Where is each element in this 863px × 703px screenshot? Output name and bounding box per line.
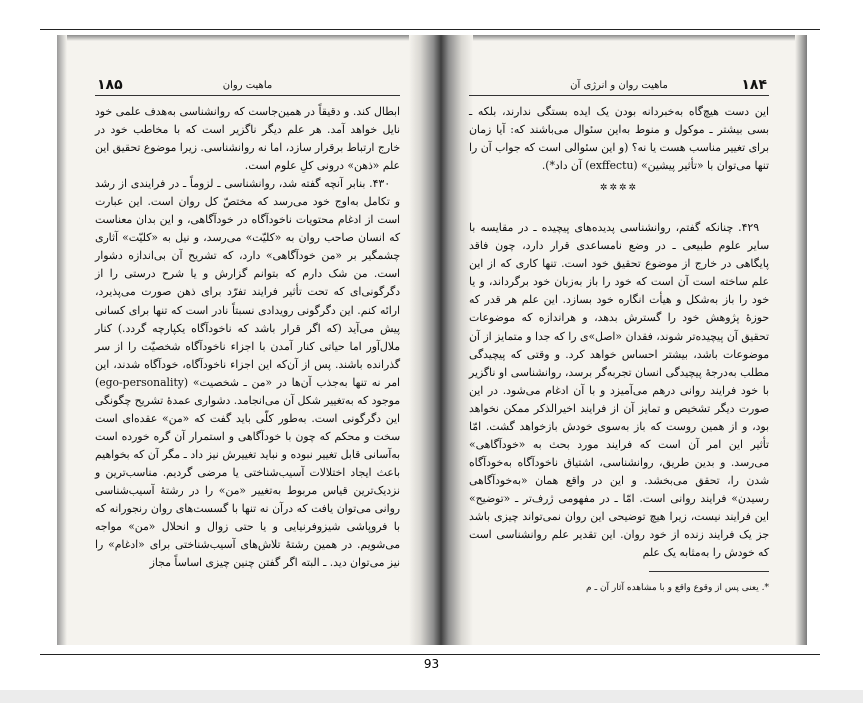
footnote-rule <box>649 571 769 572</box>
left-page <box>95 35 400 645</box>
book-gutter-shadow <box>409 35 473 645</box>
book-spread-scan <box>57 35 807 645</box>
left-paragraph-2: ۴۳۰. بنابر آنچه گفته شد، روانشناسی ـ لزوماً ـ در فرایندی از رشد و تکامل به‌اوج خود می‌رسد که مختصّ کل روان است. این عبارت است از ادغام محتویات ناخودآگاه در خودآگاهی، و این بدان معناست که انسان صاحب روان به «کلیّت» می‌رسد، و نیل به «کلیّت» آثاری چشمگیر بر «من خودآگاهی» دارد، که تشریح آن بی‌اندازه دشوار است. من شک دارم که بتوانم گزارش و یا شرح درستی را از دگرگونی‌ای که تحت تأثیر فرایند تفرّد برای ذهن صورت می‌پذیرد، ارائه کنم. این دگرگونی رویدادی نسبتاً نادر است که تنها برای کسانی پیش می‌آید (که اگر قرار باشد که ناخودآگاه یکپارچه گردد.) کنار ملال‌آور اما حیاتی کنار آمدن با اجزاء ناخودآگاه شخصیّت را از سر گذرانده باشند. پس از آن‌که این اجزاء ناخودآگاه، خودآگاه شدند، این امر نه تنها به‌جذب آن‌ها در «من ـ شخصیت» (ego-personality) موجود که به‌تغییر شکل آن می‌انجامد. دشواری عمدهٔ تشریح چگونگی این دگرگونی است. به‌طور کلّی باید گفت که «من» عقده‌ای است سخت و محکم که چون با خودآگاهی و استمرار آن گره خورده است به‌آسانی قابل تغییر نبوده و نباید تغییرش نیز داد ـ مگر آن که بخواهیم باعث ایجاد اختلالات آسیب‌شناختی یا مرضی گردیم. مناسب‌ترین و نزدیک‌ترین قیاس مربوط به‌تغییر «من» را در رشتهٔ آسیب‌شناسی روانی می‌توان یافت که درآن نه تنها با گسست‌های روان رنجورانه که با فروپاشی شیزوفرنیایی و یا حتی زوال و انحلال «من» مواجه می‌شویم. در همین رشتهٔ تلاش‌های آسیب‌شناختی برای «ادغام» را نیز می‌توان دید. ـ البته اگر گفتن چنین چیزی اساساً مجاز <box>95 177 400 570</box>
right-running-title: ماهیت روان و انرژی آن <box>570 80 668 91</box>
left-running-head <box>95 77 400 96</box>
bottom-rule <box>40 654 820 655</box>
document-page-number: 93 <box>423 657 440 671</box>
right-paragraph-main: ۴۲۹. چنانکه گفتم، روانشناسی پدیده‌های پیچیده ـ در مقایسه با سایر علوم طبیعی ـ در وضع نامساعدی قرار دارد، چون فاقد پایگاهی در خارج از موضوع تحقیق خود است. تنها کاری که از این علم ساخته است آن است که خود را باز به‌زبان خود برگرداند، و یا خود را باز به‌شکل و هیأت انگاره خود بسازد. این علم هر قدر که حوزهٔ پژوهش خود را گسترش بدهد، و هراندازه که موضوعات تحقیق آن پیچیده‌تر شوند، فقدان «اصل»ی را که جدا و متمایز از آن موضوعات باشد، بیشتر احساس خواهد کرد. و وقتی که پیچیدگی مطلب به‌درجهٔ پیچیدگی انسان تجربه‌گر برسد، روانشناسی او ناگزیر با خود فرایند روانی درهم می‌آمیزد و با آن ادغام می‌شود. در این صورت دیگر تشخیص و تمایز آن از فرایند اخیرالذکر ممکن نخواهد بود، و از همین روست که باز به‌سوی خودش بازخواهد گشت. امّا تأثیر این امر آن است که فرایند مورد بحث به «خودآگاهی» می‌رسد. و بدین طریق، روانشناسی، اشتیاق ناخودآگاه به‌خودآگاه شدن را، تحقق می‌بخشد. و این در واقع همان «به‌خودآگاهی رسیدن» فرایند روانی است. امّا ـ در مفهومی ژرف‌تر ـ «توضیح» این فرایند نیست، زیرا هیچ توضیحی این روان نمی‌تواند چیزی باشد جز یک فرایند زنده از خود روان. این تقدیر علم روانشناسی است که خودش را به‌مثابه یک علم <box>469 221 769 560</box>
left-body-text <box>95 103 400 572</box>
top-rule <box>40 29 820 30</box>
left-page-number: ۱۸۵ <box>97 77 123 93</box>
right-body-text <box>469 103 769 562</box>
right-page <box>469 35 769 645</box>
right-paragraph-top: این دست هیچ‌گاه به‌خبردانه بودن یک ایده بستگی ندارند، بلکه ـ بسی بیشتر ـ موکول و منوط به‌این سئوال می‌باشند که: آیا زمان برای تغییر مناسب هست یا نه؟ (و این سئوالی است که جواب آن را تنها می‌توان با «تأثیر پیشین» (exffectu) آن داد*). <box>469 105 769 173</box>
right-running-head <box>469 77 769 96</box>
right-page-number: ۱۸۴ <box>741 77 767 93</box>
section-stars: ✲✲✲✲ <box>599 183 639 194</box>
left-paragraph-1: ابطال کند. و دقیقاً در همین‌جاست که روانشناسی به‌هدف علمی خود نایل خواهد آمد. هر علم دیگر ناگزیر است که با مخاطب خود در خارج ارتباط برقرار سازد، اما نه روانشناسی. زیرا موضوع تحقیق این علم «ذهن» درونی کلِ علوم است. <box>95 105 400 173</box>
viewer-bottom-band <box>0 690 863 703</box>
left-running-title: ماهیت روان <box>222 80 273 91</box>
footnote: *. یعنی پس از وقوع واقع و با مشاهده آثار آن ـ م <box>586 583 769 593</box>
